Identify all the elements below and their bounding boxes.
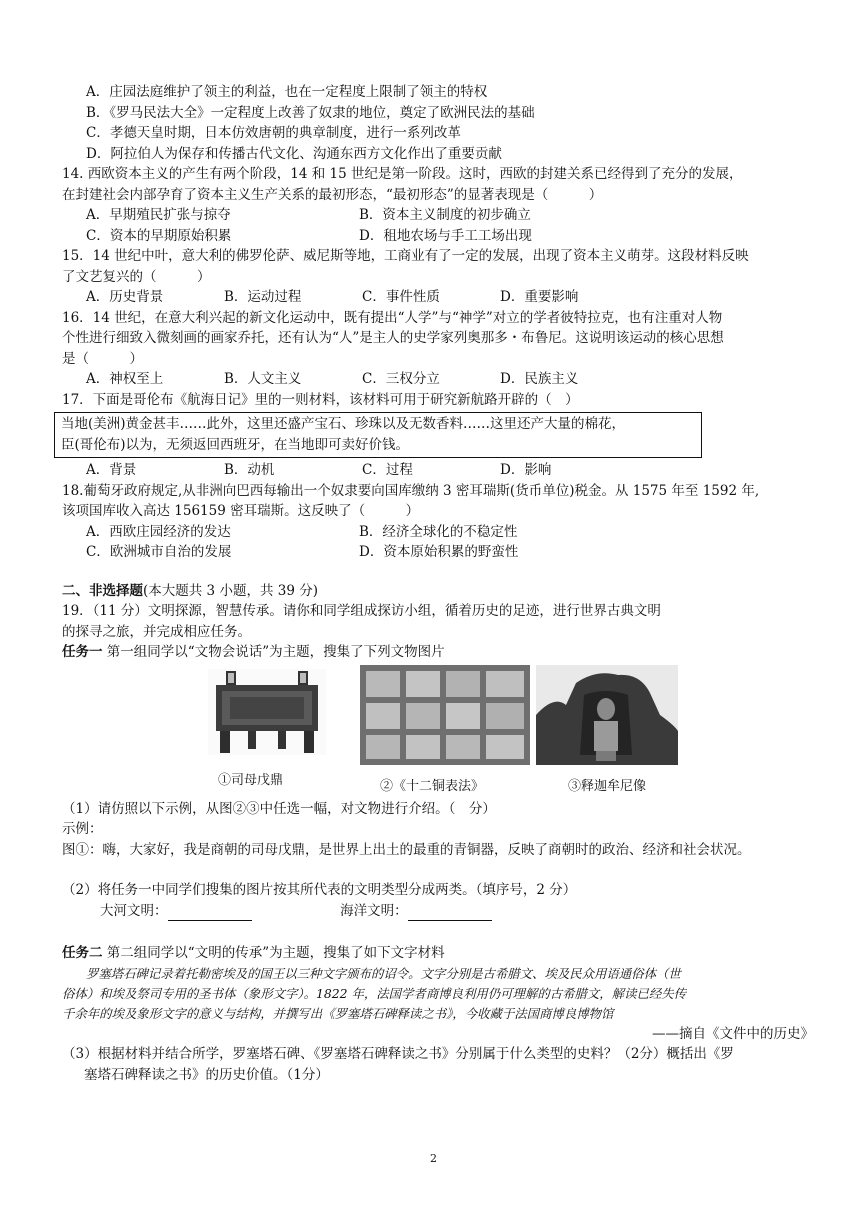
q16-option-c: C．三权分立 (362, 371, 440, 387)
example-text: 图①：嗨，大家好，我是商朝的司母戊鼎，是世界上出土的最重的青铜器，反映了商朝时的政治、经济和社会状况。 (62, 841, 751, 858)
q16-stem-1: 16．14 世纪，在意大利兴起的新文化运动中，既有提出“人学”与“神学”对立的学者彼特拉克，也有注重对人物 (62, 309, 723, 326)
q14-options-row-1 (62, 205, 822, 226)
q18-option-a: A．西欧庄园经济的发达 (86, 523, 231, 540)
section-2-title-rest: (本大题共 3 小题，共 39 分) (143, 582, 318, 599)
q17-material-box (54, 412, 702, 458)
material-line-3: 千余年的埃及象形文字的意义与结构，并撰写出《罗塞塔石碑释读之书》，今收藏于法国商博良博物馆 (62, 1005, 614, 1021)
q18-option-d: D．资本原始积累的野蛮性 (359, 544, 519, 560)
q18-option-c: C．欧洲城市自治的发展 (86, 544, 232, 560)
q19-stem-2: 的探寻之旅，并完成相应任务。 (62, 623, 251, 640)
q19-sub-1: （1）请仿照以下示例，从图②③中任选一幅，对文物进行介绍。（ 分） (62, 800, 496, 817)
exam-page (62, 82, 822, 1085)
q17-option-d: D．影响 (500, 462, 552, 478)
q13-option-b: B．《罗马民法大全》一定程度上改善了奴隶的地位，奠定了欧洲民法的基础 (86, 104, 535, 121)
q19-stem-1: 19．（11 分）文明探源，智慧传承。请你和同学组成探访小组，循着历史的足迹，进行世界古典文明 (62, 603, 661, 619)
page-number: 2 (430, 1152, 437, 1165)
q16-option-b: B．人文主义 (224, 371, 302, 387)
q17-material-line-1: 当地(美洲)黄金甚丰……此外，这里还盛产宝石、珍珠以及无数香料……这里还产大量的棉花， (61, 416, 626, 432)
material-line-1: 罗塞塔石碑记录着托勒密埃及的国王以三种文字颁布的诏令。文字分别是古希腊文、埃及民众用语通俗体（世 (86, 965, 681, 981)
section-2-title: 二、非选择题 (62, 582, 143, 599)
river-civilization-label: 大河文明： (100, 902, 168, 919)
ocean-civilization-blank[interactable] (408, 906, 492, 921)
q15-options (62, 287, 822, 308)
twelve-tables-image (360, 665, 530, 765)
material-source: ——摘自《文件中的历史》 (652, 1025, 814, 1042)
ding-image (208, 669, 326, 755)
task2-label: 任务二 (62, 945, 103, 961)
q18-stem-2: 该项国库收入高达 156159 密耳瑞斯。这反映了（ ） (62, 503, 420, 519)
q19-sub-3-line-1: （3）根据材料并结合所学，罗塞塔石碑、《罗塞塔石碑释读之书》分别属于什么类型的史料？（2分）概括出《罗 (62, 1046, 734, 1062)
q18-options-row-1 (62, 522, 822, 543)
q17-stem: 17．下面是哥伦布《航海日记》里的一则材料，该材料可用于研究新航路开辟的（ ） (62, 391, 579, 408)
section-2-heading (62, 581, 822, 602)
q16-stem-3: 是（ ） (62, 350, 143, 367)
q15-stem-1: 15．14 世纪中叶，意大利的佛罗伦萨、威尼斯等地，工商业有了一定的发展，出现了资本主义萌芽。这段材料反映 (62, 248, 749, 264)
q17-option-c: C．过程 (362, 462, 413, 478)
q14-stem-1: 14. 西欧资本主义的产生有两个阶段，14 和 15 世纪是第一阶段。这时，西欧的封建关系已经得到了充分的发展， (62, 166, 743, 182)
q18-options-row-2 (62, 542, 822, 563)
q18-stem-1: 18.葡萄牙政府规定,从非洲向巴西每输出一个奴隶要向国库缴纳 3 密耳瑞斯(货币单位)税金。从 1575 年至 1592 年, (62, 482, 760, 499)
q15-option-a: A．历史背景 (86, 289, 164, 305)
q15-option-b: B．运动过程 (224, 289, 302, 305)
ocean-civilization-label: 海洋文明： (340, 902, 408, 919)
material-line-2: 俗体）和埃及祭司专用的圣书体（象形文字）。1822 年，法国学者商博良利用仍可理解的古希腊文，解读已经失传 (62, 985, 687, 1001)
q14-option-c: C．资本的早期原始积累 (86, 227, 232, 244)
q14-stem-2: 在封建社会内部孕育了资本主义生产关系的最初形态，“最初形态”的显著表现是（ ） (62, 186, 603, 203)
q19-sub-2: （2）将任务一中同学们搜集的图片按其所代表的文明类型分成两类。（填序号，2 分） (62, 882, 577, 898)
q13-option-c: C．孝德天皇时期，日本仿效唐朝的典章制度，进行一系列改革 (86, 125, 461, 141)
q18-option-b: B．经济全球化的不稳定性 (359, 523, 518, 540)
q17-material-line-2: 臣(哥伦布)以为，无须返回西班牙，在当地即可卖好价钱。 (61, 437, 410, 453)
q17-option-a: A．背景 (86, 462, 137, 478)
task1-heading (62, 642, 822, 663)
q13-option-d: D．阿拉伯人为保存和传播古代文化、沟通东西方文化作出了重要贡献 (86, 145, 502, 162)
q16-stem-2: 个性进行细致入微刻画的画家乔托，还有认为“人”是主人的史学家列奥那多・布鲁尼。这说明该运动的核心思想 (62, 330, 724, 346)
q14-option-d: D．租地农场与手工工场出现 (359, 227, 532, 244)
buddha-statue-image (536, 665, 678, 765)
figure-caption-1: ①司母戊鼎 (218, 772, 284, 788)
q17-options (62, 460, 822, 481)
q15-option-c: C．事件性质 (362, 289, 440, 305)
example-label: 示例： (62, 821, 103, 837)
q13-option-a: A．庄园法庭维护了领主的利益，也在一定程度上限制了领主的特权 (86, 84, 488, 100)
q16-option-a: A．神权至上 (86, 371, 164, 387)
q16-option-d: D．民族主义 (500, 371, 579, 387)
figure-caption-3: ③释迦牟尼像 (568, 778, 647, 794)
q15-stem-2: 了文艺复兴的（ ） (62, 268, 211, 285)
figure-caption-2: ②《十二铜表法》 (380, 778, 485, 794)
artifact-figures (62, 665, 822, 793)
task2-heading (62, 943, 822, 964)
task2-text: 第二组同学以“文明的传承”为主题，搜集了如下文字材料 (106, 945, 445, 961)
q19-sub-3-line-2: 塞塔石碑释读之书》的历史价值。（1分） (84, 1066, 329, 1083)
river-civilization-blank[interactable] (168, 906, 252, 921)
q14-option-b: B．资本主义制度的初步确立 (359, 207, 531, 223)
task1-text: 第一组同学以“文物会说话”为主题，搜集了下列文物图片 (106, 644, 445, 660)
q16-options (62, 369, 822, 390)
q15-option-d: D．重要影响 (500, 289, 579, 305)
task1-label: 任务一 (62, 644, 103, 660)
q14-options-row-2 (62, 226, 822, 247)
q14-option-a: A．早期殖民扩张与掠夺 (86, 207, 231, 223)
q17-option-b: B．动机 (224, 462, 275, 478)
classification-answer-row (62, 901, 822, 922)
